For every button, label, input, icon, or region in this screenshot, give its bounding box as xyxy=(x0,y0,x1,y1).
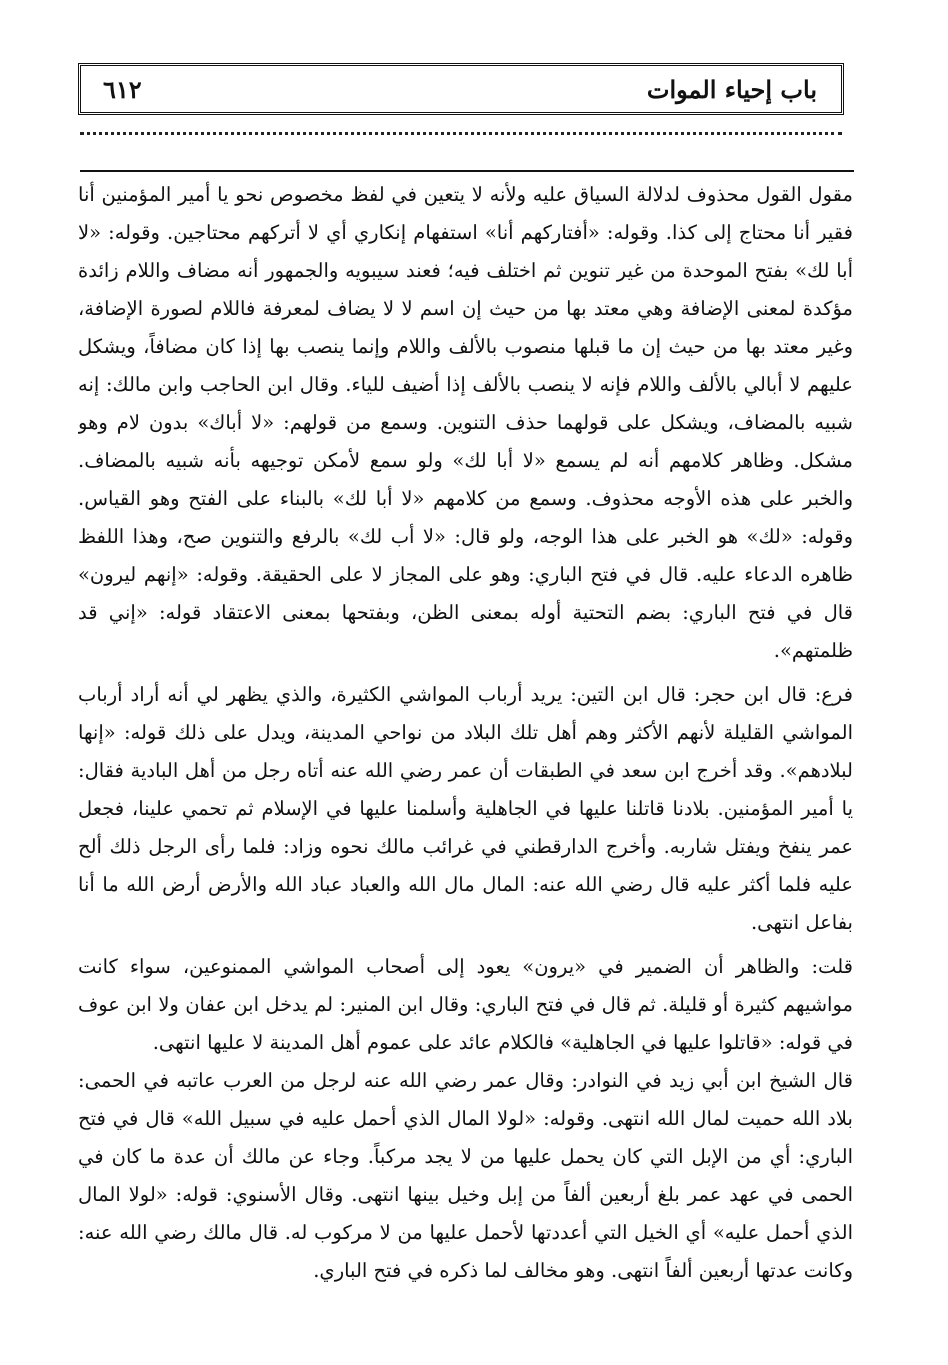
paragraph-far: فرع: قال ابن حجر: قال ابن التين: يريد أرباب المواشي الكثيرة، والذي يظهر لي أنه أراد أرباب المواشي القليلة لأنهم الأكثر وهم أهل تلك البلاد من نواحي المدينة، ويدل على ذلك قوله: «إنها لبلادهم». وقد أخرج ابن سعد في الطبقات أن عمر رضي الله عنه أتاه رجل من أهل البادية فقال: يا أمير المؤمنين. بلادنا قاتلنا عليها في الجاهلية وأسلمنا عليها في الإسلام ثم تحمي علينا، فجعل عمر ينفخ ويفتل شاربه. وأخرج الدارقطني في غرائب مالك نحوه وزاد: فلما رأى الرجل ذلك ألح عليه فلما أكثر عليه قال رضي الله عنه: المال مال الله والعباد عباد الله والأرض أرض الله ما أنا بفاعل انتهى. xyxy=(78,683,853,934)
paragraph-ibn-abi-zayd: قال الشيخ ابن أبي زيد في النوادر: وقال عمر رضي الله عنه لرجل من العرب عاتبه في الحمى: بلاد الله حميت لمال الله انتهى. وقوله: «لولا المال الذي أحمل عليه في سبيل الله» قال في فتح الباري: أي من الإبل التي كان يحمل عليها من لا يجد مركباً. وجاء عن مالك أن عدة ما كان في الحمى في عهد عمر بلغ أربعين ألفاً من إبل وخيل بينها انتهى. وقال الأسنوي: قوله: «لولا المال الذي أحمل عليه» أي الخيل التي أعددتها لأحمل عليها من لا مركوب له. قال مالك رضي الله عنه: وكانت عدتها أربعين ألفاً انتهى. وهو مخالف لما ذكره في فتح الباري. xyxy=(78,1069,853,1282)
page-body xyxy=(78,176,853,1296)
paragraph-commentary: مقول القول محذوف لدلالة السياق عليه ولأنه لا يتعين في لفظ مخصوص نحو يا أمير المؤمنين أنا فقير أنا محتاج إلى كذا. وقوله: «أفتاركهم أنا» استفهام إنكاري أي لا أتركهم محتاجين. وقوله: «لا أبا لك» بفتح الموحدة من غير تنوين ثم اختلف فيه؛ فعند سيبويه والجمهور أنه مضاف واللام زائدة مؤكدة لمعنى الإضافة وهي معتد بها من حيث إن اسم لا لا يضاف لمعرفة فاللام لصورة الإضافة، وغير معتد بها من حيث إن ما قبلها منصوب بالألف واللام وإنما ينصب بها إذا كان مضافاً، ويشكل عليهم لا أبالي بالألف واللام فإنه لا ينصب بالألف إذا أضيف للياء. وقال ابن الحاجب وابن مالك: إنه شبيه بالمضاف، ويشكل على قولهما حذف التنوين. وسمع من قولهم: «لا أباك» بدون لام وهو مشكل. وظاهر كلامهم أنه لم يسمع «لا أبا لك» ولو سمع لأمكن توجيهه بأنه شبيه بالمضاف. والخبر على هذه الأوجه محذوف. وسمع من كلامهم «لا أبا لك» بالبناء على الفتح وهو القياس. وقوله: «لك» هو الخبر على هذا الوجه، ولو قال: «لا أب لك» بالرفع والتنوين صح، وهذا اللفظ ظاهره الدعاء عليه. قال في فتح الباري: وهو على المجاز لا على الحقيقة. وقوله: «إنهم ليرون» قال في فتح الباري: بضم التحتية أوله بمعنى الظن، وبفتحها بمعنى الاعتقاد قوله: «إني قد ظلمتهم». xyxy=(78,183,853,662)
chapter-title: باب إحياء الموات xyxy=(646,74,817,104)
dotted-divider xyxy=(80,132,842,135)
solid-divider xyxy=(80,170,854,172)
page-number: ٦١٢ xyxy=(103,74,142,104)
paragraph-qult: قلت: والظاهر أن الضمير في «يرون» يعود إلى أصحاب المواشي الممنوعين، سواء كانت مواشيهم كثيرة أو قليلة. ثم قال في فتح الباري: وقال ابن المنير: لم يدخل ابن عفان ولا ابن عوف في قوله: «قاتلوا عليها في الجاهلية» فالكلام عائد على عموم أهل المدينة لا عليها انتهى. xyxy=(78,955,853,1054)
page-header xyxy=(78,63,844,115)
